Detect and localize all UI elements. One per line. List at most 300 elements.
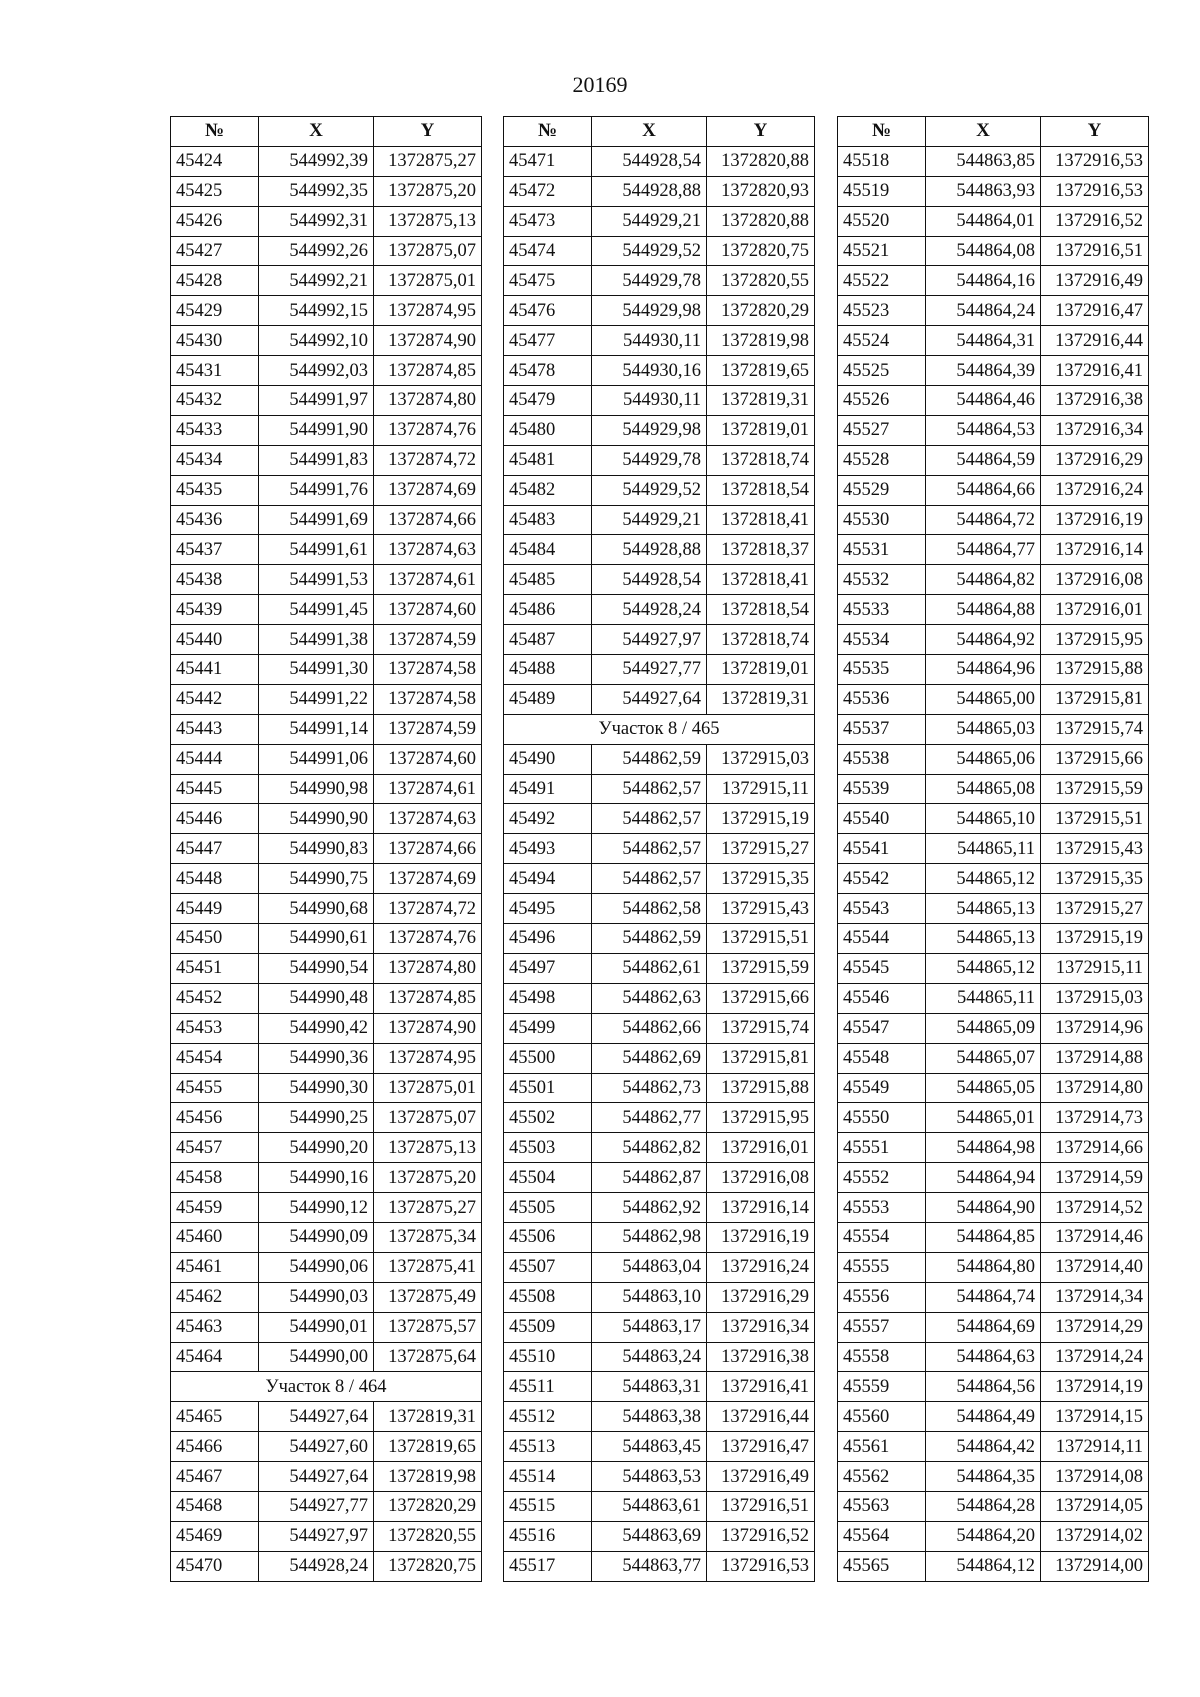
x-coordinate: 544991,61 — [259, 535, 374, 565]
x-coordinate: 544992,39 — [259, 146, 374, 176]
point-number: 45526 — [838, 386, 926, 416]
point-number: 45433 — [171, 415, 259, 445]
y-coordinate: 1372916,08 — [707, 1163, 815, 1193]
point-number: 45482 — [504, 475, 592, 505]
point-number: 45558 — [838, 1342, 926, 1372]
point-number: 45432 — [171, 386, 259, 416]
x-coordinate: 544862,59 — [592, 924, 707, 954]
table-row — [504, 535, 815, 565]
table-row — [171, 1342, 482, 1372]
x-coordinate: 544991,22 — [259, 684, 374, 714]
y-coordinate: 1372914,05 — [1041, 1491, 1149, 1521]
x-coordinate: 544992,31 — [259, 206, 374, 236]
x-coordinate: 544865,12 — [926, 953, 1041, 983]
point-number: 45559 — [838, 1372, 926, 1402]
point-number: 45502 — [504, 1103, 592, 1133]
x-coordinate: 544862,69 — [592, 1043, 707, 1073]
y-coordinate: 1372916,01 — [1041, 595, 1149, 625]
table-row — [838, 1491, 1149, 1521]
table-row — [838, 714, 1149, 744]
y-coordinate: 1372916,38 — [1041, 386, 1149, 416]
point-number: 45475 — [504, 266, 592, 296]
point-number: 45456 — [171, 1103, 259, 1133]
point-number: 45463 — [171, 1312, 259, 1342]
point-number: 45438 — [171, 565, 259, 595]
point-number: 45520 — [838, 206, 926, 236]
table-row — [504, 176, 815, 206]
table-row — [838, 1043, 1149, 1073]
y-coordinate: 1372874,61 — [374, 565, 482, 595]
point-number: 45446 — [171, 804, 259, 834]
y-coordinate: 1372915,59 — [707, 953, 815, 983]
x-coordinate: 544991,53 — [259, 565, 374, 595]
table-row — [504, 356, 815, 386]
point-number: 45458 — [171, 1163, 259, 1193]
table-row — [171, 296, 482, 326]
y-coordinate: 1372915,27 — [1041, 894, 1149, 924]
point-number: 45490 — [504, 744, 592, 774]
table-row — [171, 266, 482, 296]
x-coordinate: 544865,13 — [926, 894, 1041, 924]
y-coordinate: 1372874,69 — [374, 475, 482, 505]
table-row — [838, 744, 1149, 774]
table-row — [171, 565, 482, 595]
table-row — [838, 774, 1149, 804]
y-coordinate: 1372875,20 — [374, 1163, 482, 1193]
y-coordinate: 1372875,57 — [374, 1312, 482, 1342]
y-coordinate: 1372819,98 — [707, 326, 815, 356]
point-number: 45510 — [504, 1342, 592, 1372]
point-number: 45445 — [171, 774, 259, 804]
y-coordinate: 1372914,29 — [1041, 1312, 1149, 1342]
table-row — [838, 655, 1149, 685]
x-coordinate: 544990,48 — [259, 983, 374, 1013]
table-row — [838, 1133, 1149, 1163]
header-number: № — [504, 117, 592, 147]
y-coordinate: 1372916,51 — [707, 1491, 815, 1521]
y-coordinate: 1372820,55 — [374, 1521, 482, 1551]
table-row — [838, 1521, 1149, 1551]
section-title: Участок 8 / 465 — [504, 714, 815, 744]
point-number: 45534 — [838, 625, 926, 655]
x-coordinate: 544864,90 — [926, 1193, 1041, 1223]
table-row — [171, 1282, 482, 1312]
table-row — [171, 505, 482, 535]
section-row — [171, 1372, 482, 1402]
table-row — [504, 1252, 815, 1282]
table-row — [504, 445, 815, 475]
y-coordinate: 1372914,96 — [1041, 1013, 1149, 1043]
point-number: 45469 — [171, 1521, 259, 1551]
table-row — [504, 1043, 815, 1073]
y-coordinate: 1372916,19 — [707, 1222, 815, 1252]
table-row — [171, 744, 482, 774]
y-coordinate: 1372874,85 — [374, 983, 482, 1013]
x-coordinate: 544865,11 — [926, 983, 1041, 1013]
x-coordinate: 544863,85 — [926, 146, 1041, 176]
y-coordinate: 1372915,35 — [707, 864, 815, 894]
x-coordinate: 544990,06 — [259, 1252, 374, 1282]
table-row — [504, 1013, 815, 1043]
x-coordinate: 544929,21 — [592, 206, 707, 236]
point-number: 45536 — [838, 684, 926, 714]
point-number: 45464 — [171, 1342, 259, 1372]
header-number: № — [171, 117, 259, 147]
y-coordinate: 1372874,59 — [374, 625, 482, 655]
y-coordinate: 1372915,35 — [1041, 864, 1149, 894]
point-number: 45565 — [838, 1551, 926, 1581]
table-row — [504, 684, 815, 714]
x-coordinate: 544863,61 — [592, 1491, 707, 1521]
point-number: 45440 — [171, 625, 259, 655]
y-coordinate: 1372916,49 — [707, 1462, 815, 1492]
point-number: 45553 — [838, 1193, 926, 1223]
table-header-row — [504, 117, 815, 147]
table-row — [171, 864, 482, 894]
y-coordinate: 1372914,73 — [1041, 1103, 1149, 1133]
point-number: 45496 — [504, 924, 592, 954]
point-number: 45462 — [171, 1282, 259, 1312]
table-row — [504, 924, 815, 954]
x-coordinate: 544864,39 — [926, 356, 1041, 386]
table-row — [171, 1133, 482, 1163]
x-coordinate: 544864,31 — [926, 326, 1041, 356]
point-number: 45499 — [504, 1013, 592, 1043]
x-coordinate: 544863,38 — [592, 1402, 707, 1432]
table-row — [171, 1222, 482, 1252]
x-coordinate: 544865,08 — [926, 774, 1041, 804]
table-row — [838, 1462, 1149, 1492]
point-number: 45477 — [504, 326, 592, 356]
table-row — [171, 1521, 482, 1551]
table-row — [504, 415, 815, 445]
y-coordinate: 1372875,27 — [374, 146, 482, 176]
table-row — [504, 386, 815, 416]
y-coordinate: 1372916,41 — [1041, 356, 1149, 386]
table-row — [171, 714, 482, 744]
point-number: 45466 — [171, 1432, 259, 1462]
header-y: Y — [1041, 117, 1149, 147]
point-number: 45522 — [838, 266, 926, 296]
point-number: 45444 — [171, 744, 259, 774]
x-coordinate: 544927,97 — [592, 625, 707, 655]
table-row — [171, 804, 482, 834]
y-coordinate: 1372915,88 — [1041, 655, 1149, 685]
y-coordinate: 1372914,66 — [1041, 1133, 1149, 1163]
y-coordinate: 1372916,44 — [1041, 326, 1149, 356]
point-number: 45470 — [171, 1551, 259, 1581]
y-coordinate: 1372874,60 — [374, 744, 482, 774]
y-coordinate: 1372915,43 — [707, 894, 815, 924]
x-coordinate: 544990,75 — [259, 864, 374, 894]
point-number: 45551 — [838, 1133, 926, 1163]
point-number: 45556 — [838, 1282, 926, 1312]
point-number: 45460 — [171, 1222, 259, 1252]
x-coordinate: 544864,69 — [926, 1312, 1041, 1342]
point-number: 45442 — [171, 684, 259, 714]
point-number: 45518 — [838, 146, 926, 176]
y-coordinate: 1372874,72 — [374, 894, 482, 924]
point-number: 45491 — [504, 774, 592, 804]
y-coordinate: 1372915,81 — [1041, 684, 1149, 714]
table-row — [171, 445, 482, 475]
y-coordinate: 1372915,95 — [707, 1103, 815, 1133]
x-coordinate: 544929,98 — [592, 415, 707, 445]
point-number: 45509 — [504, 1312, 592, 1342]
table-header-row — [171, 117, 482, 147]
table-row — [504, 266, 815, 296]
y-coordinate: 1372874,63 — [374, 535, 482, 565]
table-row — [504, 744, 815, 774]
point-number: 45484 — [504, 535, 592, 565]
table-row — [838, 804, 1149, 834]
x-coordinate: 544864,59 — [926, 445, 1041, 475]
table-row — [504, 1402, 815, 1432]
y-coordinate: 1372916,53 — [1041, 146, 1149, 176]
x-coordinate: 544929,52 — [592, 475, 707, 505]
point-number: 45485 — [504, 565, 592, 595]
x-coordinate: 544929,21 — [592, 505, 707, 535]
point-number: 45512 — [504, 1402, 592, 1432]
y-coordinate: 1372915,11 — [1041, 953, 1149, 983]
y-coordinate: 1372914,08 — [1041, 1462, 1149, 1492]
table-row — [838, 296, 1149, 326]
point-number: 45478 — [504, 356, 592, 386]
table-row — [504, 834, 815, 864]
x-coordinate: 544990,16 — [259, 1163, 374, 1193]
point-number: 45521 — [838, 236, 926, 266]
x-coordinate: 544992,10 — [259, 326, 374, 356]
table-row — [504, 206, 815, 236]
x-coordinate: 544864,28 — [926, 1491, 1041, 1521]
y-coordinate: 1372820,75 — [374, 1551, 482, 1581]
point-number: 45540 — [838, 804, 926, 834]
y-coordinate: 1372914,40 — [1041, 1252, 1149, 1282]
table-row — [171, 475, 482, 505]
point-number: 45476 — [504, 296, 592, 326]
point-number: 45479 — [504, 386, 592, 416]
table-row — [504, 1372, 815, 1402]
point-number: 45471 — [504, 146, 592, 176]
table-row — [171, 1432, 482, 1462]
x-coordinate: 544865,05 — [926, 1073, 1041, 1103]
x-coordinate: 544865,06 — [926, 744, 1041, 774]
x-coordinate: 544862,98 — [592, 1222, 707, 1252]
y-coordinate: 1372914,19 — [1041, 1372, 1149, 1402]
table-row — [504, 1462, 815, 1492]
x-coordinate: 544862,57 — [592, 774, 707, 804]
header-x: X — [926, 117, 1041, 147]
y-coordinate: 1372819,65 — [707, 356, 815, 386]
table-row — [504, 774, 815, 804]
table-row — [838, 505, 1149, 535]
table-row — [504, 505, 815, 535]
y-coordinate: 1372819,01 — [707, 655, 815, 685]
point-number: 45560 — [838, 1402, 926, 1432]
point-number: 45541 — [838, 834, 926, 864]
y-coordinate: 1372915,03 — [707, 744, 815, 774]
header-y: Y — [374, 117, 482, 147]
point-number: 45472 — [504, 176, 592, 206]
x-coordinate: 544991,97 — [259, 386, 374, 416]
point-number: 45549 — [838, 1073, 926, 1103]
x-coordinate: 544862,77 — [592, 1103, 707, 1133]
x-coordinate: 544927,60 — [259, 1432, 374, 1462]
x-coordinate: 544865,11 — [926, 834, 1041, 864]
point-number: 45454 — [171, 1043, 259, 1073]
table-row — [838, 1372, 1149, 1402]
y-coordinate: 1372820,93 — [707, 176, 815, 206]
x-coordinate: 544864,56 — [926, 1372, 1041, 1402]
table-row — [504, 1133, 815, 1163]
y-coordinate: 1372914,11 — [1041, 1432, 1149, 1462]
x-coordinate: 544864,66 — [926, 475, 1041, 505]
y-coordinate: 1372916,51 — [1041, 236, 1149, 266]
point-number: 45564 — [838, 1521, 926, 1551]
point-number: 45481 — [504, 445, 592, 475]
table-row — [504, 1491, 815, 1521]
table-row — [504, 1521, 815, 1551]
x-coordinate: 544991,83 — [259, 445, 374, 475]
table-row — [171, 1551, 482, 1581]
table-row — [171, 146, 482, 176]
point-number: 45480 — [504, 415, 592, 445]
table-row — [171, 1312, 482, 1342]
y-coordinate: 1372819,31 — [707, 386, 815, 416]
table-row — [504, 625, 815, 655]
x-coordinate: 544862,73 — [592, 1073, 707, 1103]
table-row — [838, 625, 1149, 655]
y-coordinate: 1372916,29 — [707, 1282, 815, 1312]
x-coordinate: 544862,57 — [592, 864, 707, 894]
point-number: 45492 — [504, 804, 592, 834]
x-coordinate: 544990,03 — [259, 1282, 374, 1312]
x-coordinate: 544862,82 — [592, 1133, 707, 1163]
x-coordinate: 544863,04 — [592, 1252, 707, 1282]
x-coordinate: 544862,61 — [592, 953, 707, 983]
y-coordinate: 1372820,75 — [707, 236, 815, 266]
x-coordinate: 544991,69 — [259, 505, 374, 535]
point-number: 45519 — [838, 176, 926, 206]
x-coordinate: 544864,63 — [926, 1342, 1041, 1372]
y-coordinate: 1372915,51 — [1041, 804, 1149, 834]
table-row — [838, 1252, 1149, 1282]
x-coordinate: 544864,35 — [926, 1462, 1041, 1492]
table-row — [838, 595, 1149, 625]
table-row — [838, 326, 1149, 356]
x-coordinate: 544864,49 — [926, 1402, 1041, 1432]
y-coordinate: 1372916,47 — [1041, 296, 1149, 326]
point-number: 45542 — [838, 864, 926, 894]
point-number: 45431 — [171, 356, 259, 386]
point-number: 45508 — [504, 1282, 592, 1312]
x-coordinate: 544990,12 — [259, 1193, 374, 1223]
y-coordinate: 1372875,20 — [374, 176, 482, 206]
table-row — [838, 146, 1149, 176]
x-coordinate: 544864,82 — [926, 565, 1041, 595]
table-row — [504, 983, 815, 1013]
y-coordinate: 1372875,07 — [374, 236, 482, 266]
point-number: 45498 — [504, 983, 592, 1013]
y-coordinate: 1372875,07 — [374, 1103, 482, 1133]
table-row — [838, 206, 1149, 236]
x-coordinate: 544927,77 — [259, 1491, 374, 1521]
point-number: 45524 — [838, 326, 926, 356]
point-number: 45532 — [838, 565, 926, 595]
table-row — [504, 326, 815, 356]
point-number: 45430 — [171, 326, 259, 356]
table-row — [171, 625, 482, 655]
x-coordinate: 544990,83 — [259, 834, 374, 864]
point-number: 45530 — [838, 505, 926, 535]
y-coordinate: 1372874,63 — [374, 804, 482, 834]
x-coordinate: 544928,88 — [592, 535, 707, 565]
y-coordinate: 1372875,34 — [374, 1222, 482, 1252]
y-coordinate: 1372875,49 — [374, 1282, 482, 1312]
x-coordinate: 544927,64 — [592, 684, 707, 714]
point-number: 45443 — [171, 714, 259, 744]
point-number: 45452 — [171, 983, 259, 1013]
table-row — [504, 565, 815, 595]
table-row — [504, 1103, 815, 1133]
x-coordinate: 544863,24 — [592, 1342, 707, 1372]
point-number: 45511 — [504, 1372, 592, 1402]
x-coordinate: 544929,78 — [592, 445, 707, 475]
y-coordinate: 1372915,88 — [707, 1073, 815, 1103]
table-row — [838, 266, 1149, 296]
x-coordinate: 544927,64 — [259, 1462, 374, 1492]
point-number: 45543 — [838, 894, 926, 924]
x-coordinate: 544864,53 — [926, 415, 1041, 445]
x-coordinate: 544864,98 — [926, 1133, 1041, 1163]
point-number: 45554 — [838, 1222, 926, 1252]
point-number: 45563 — [838, 1491, 926, 1521]
point-number: 45426 — [171, 206, 259, 236]
y-coordinate: 1372874,85 — [374, 356, 482, 386]
y-coordinate: 1372875,64 — [374, 1342, 482, 1372]
point-number: 45474 — [504, 236, 592, 266]
point-number: 45503 — [504, 1133, 592, 1163]
x-coordinate: 544862,66 — [592, 1013, 707, 1043]
table-row — [171, 655, 482, 685]
y-coordinate: 1372874,90 — [374, 326, 482, 356]
y-coordinate: 1372818,74 — [707, 625, 815, 655]
x-coordinate: 544992,35 — [259, 176, 374, 206]
x-coordinate: 544862,57 — [592, 834, 707, 864]
x-coordinate: 544991,90 — [259, 415, 374, 445]
point-number: 45547 — [838, 1013, 926, 1043]
point-number: 45544 — [838, 924, 926, 954]
y-coordinate: 1372916,47 — [707, 1432, 815, 1462]
point-number: 45425 — [171, 176, 259, 206]
y-coordinate: 1372915,59 — [1041, 774, 1149, 804]
y-coordinate: 1372874,66 — [374, 505, 482, 535]
point-number: 45449 — [171, 894, 259, 924]
table-row — [171, 236, 482, 266]
x-coordinate: 544928,24 — [259, 1551, 374, 1581]
y-coordinate: 1372914,24 — [1041, 1342, 1149, 1372]
x-coordinate: 544863,77 — [592, 1551, 707, 1581]
table-row — [504, 146, 815, 176]
x-coordinate: 544991,30 — [259, 655, 374, 685]
x-coordinate: 544864,85 — [926, 1222, 1041, 1252]
y-coordinate: 1372916,53 — [707, 1551, 815, 1581]
x-coordinate: 544863,31 — [592, 1372, 707, 1402]
y-coordinate: 1372916,01 — [707, 1133, 815, 1163]
table-row — [171, 1043, 482, 1073]
point-number: 45461 — [171, 1252, 259, 1282]
x-coordinate: 544863,69 — [592, 1521, 707, 1551]
